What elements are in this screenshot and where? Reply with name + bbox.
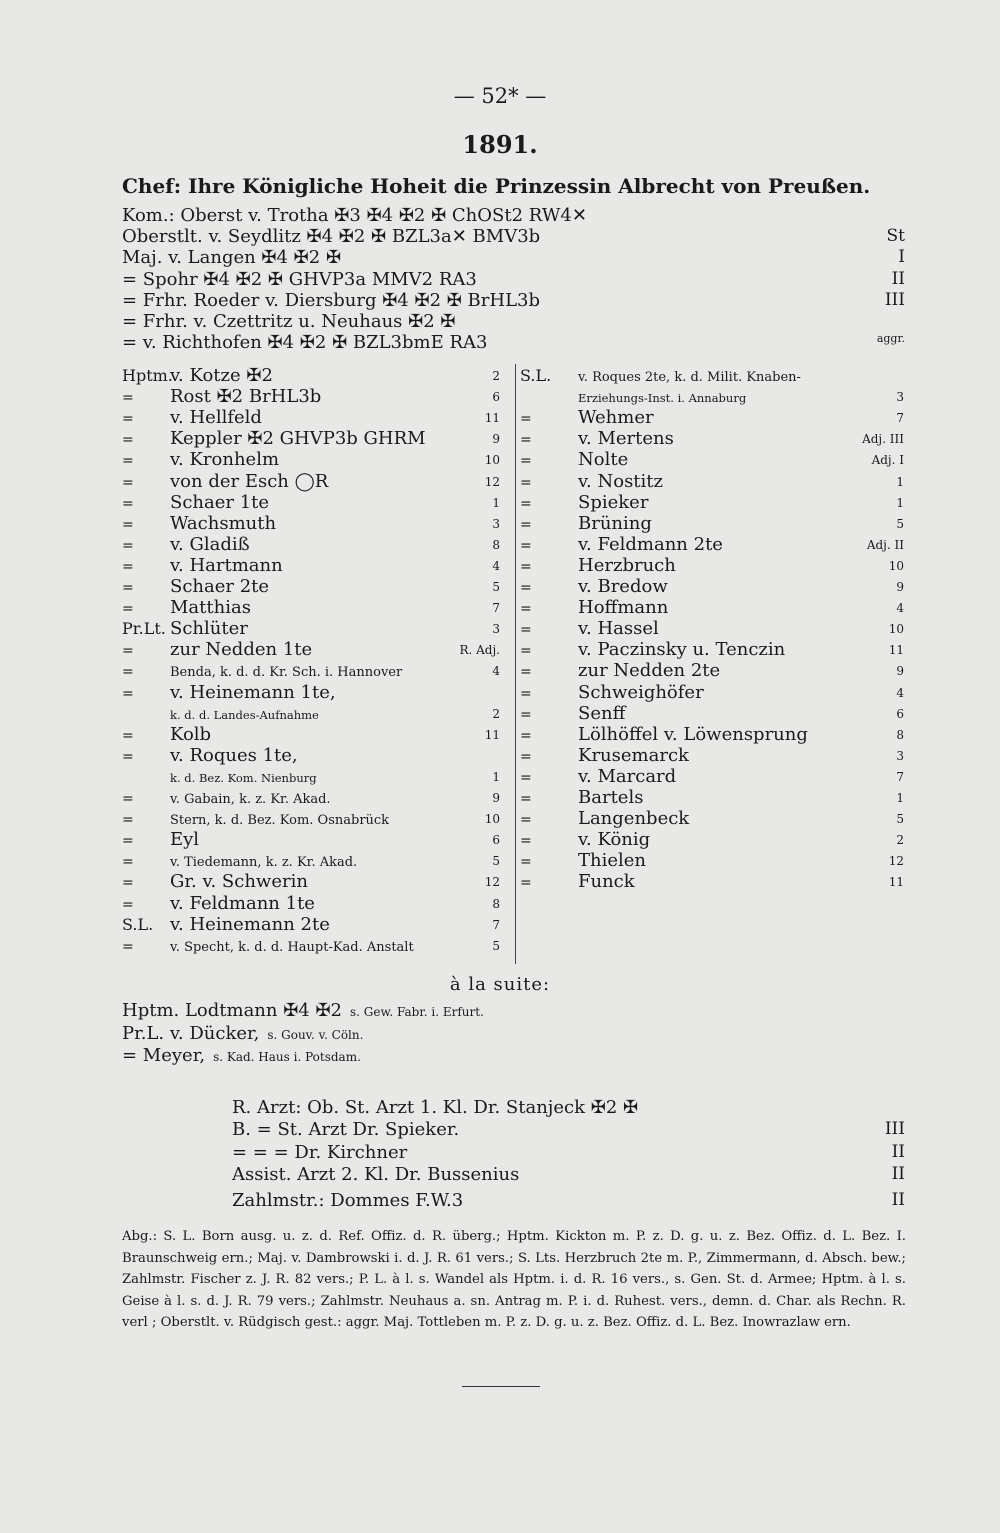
row-number: 12: [484, 875, 500, 890]
medical-row: R. Arzt: Ob. St. Arzt 1. Kl. Dr. Stanjeck ✠2 ✠: [232, 1097, 639, 1118]
row-number: Adj. II: [866, 537, 904, 552]
row-number: 4: [896, 601, 904, 616]
row-prefix: =: [520, 495, 532, 512]
row-prefix: =: [520, 854, 532, 871]
row-prefix: =: [122, 896, 134, 913]
row-prefix: =: [520, 727, 532, 744]
page-number: — 52* —: [453, 84, 547, 108]
row-name: k. d. d. Landes-Aufnahme: [170, 707, 319, 722]
row-name: v. Hassel: [578, 618, 659, 640]
row-prefix: S.L.: [520, 366, 552, 385]
row-number: Adj. I: [871, 453, 904, 468]
list-item: [122, 871, 308, 892]
row-name: v. König: [578, 829, 651, 851]
row-prefix: =: [122, 537, 134, 554]
row-name: Stern, k. d. Bez. Kom. Osnabrück: [170, 813, 390, 829]
row-name: v. Feldmann 2te: [578, 533, 723, 555]
row-prefix: =: [520, 474, 532, 491]
list-item: [122, 449, 279, 470]
row-name: Schaer 1te: [170, 491, 270, 513]
staff-row: Kom.: Oberst v. Trotha ✠3 ✠4 ✠2 ✠ ChOSt2 RW4✕: [122, 205, 587, 226]
row-prefix: =: [520, 622, 532, 639]
list-item: [122, 914, 330, 935]
row-prefix: =: [122, 558, 134, 575]
list-item: [520, 703, 625, 724]
list-item: [122, 597, 251, 618]
list-item: [520, 471, 663, 492]
row-prefix: =: [520, 580, 532, 596]
list-item: [520, 682, 704, 703]
list-item: [122, 555, 283, 576]
row-prefix: =: [122, 791, 134, 807]
row-name: v. Paczinsky u. Tenczin: [578, 639, 786, 661]
suite-name: Hptm. Lodtmann ✠4 ✠2: [122, 1000, 343, 1021]
suite-detail: s. Gew. Fabr. i. Erfurt.: [350, 1005, 484, 1019]
row-number: Adj. III: [862, 432, 904, 447]
row-number: 5: [492, 938, 500, 953]
medical-row: = = = Dr. Kirchner: [232, 1141, 408, 1163]
row-name: v. Hartmann: [170, 554, 283, 576]
row-name: Thielen: [578, 850, 647, 872]
medical-row: Assist. Arzt 2. Kl. Dr. Bussenius: [232, 1164, 520, 1186]
medical-rank: II: [891, 1190, 905, 1210]
row-number: 11: [888, 875, 904, 890]
list-item: [122, 935, 414, 956]
list-item: [122, 766, 317, 787]
row-name: zur Nedden 2te: [578, 660, 721, 682]
list-item: [520, 449, 628, 470]
list-item: [520, 639, 785, 660]
row-number: 2: [896, 833, 904, 848]
row-number: 6: [492, 390, 500, 405]
list-item: [122, 534, 250, 555]
suite-name: Pr.L. v. Dücker,: [122, 1022, 260, 1044]
column-divider: [515, 364, 516, 964]
row-name: v. Feldmann 1te: [170, 892, 315, 914]
row-number: 8: [492, 896, 500, 911]
list-item: [520, 513, 652, 534]
row-name: Herzbruch: [578, 554, 676, 576]
row-number: 5: [492, 854, 500, 869]
row-number: 1: [896, 474, 904, 489]
row-prefix: S.L.: [122, 914, 154, 934]
row-number: 1: [492, 769, 500, 784]
list-item: [520, 808, 689, 829]
row-prefix: =: [520, 453, 532, 470]
row-prefix: =: [122, 664, 134, 681]
row-name: v. Roques 1te,: [170, 744, 298, 766]
row-number: 3: [896, 390, 904, 405]
list-item: [122, 703, 319, 724]
row-number: 1: [896, 495, 904, 510]
list-item: [122, 808, 389, 829]
row-prefix: =: [520, 411, 532, 428]
row-number: 7: [896, 769, 904, 784]
row-name: v. Nostitz: [578, 470, 664, 492]
list-item: [520, 597, 668, 618]
row-prefix: =: [520, 537, 532, 554]
row-prefix: Hptm.: [122, 366, 173, 385]
end-rule: [462, 1386, 540, 1387]
list-item: [122, 365, 273, 386]
row-prefix: Pr.Lt.: [122, 619, 166, 639]
row-name: Hoffmann: [578, 597, 669, 619]
row-number: 10: [888, 622, 904, 637]
row-prefix: =: [122, 812, 134, 829]
medical-rank: III: [884, 1119, 905, 1140]
list-item: [520, 407, 654, 428]
row-prefix: =: [520, 875, 532, 892]
row-prefix: =: [122, 390, 134, 407]
row-number: 12: [484, 474, 500, 489]
row-name: Schweighöfer: [578, 681, 704, 703]
row-number: 4: [492, 558, 500, 573]
list-item: [122, 829, 199, 850]
row-number: 9: [896, 580, 904, 594]
list-item: [520, 618, 659, 639]
row-number: 3: [492, 622, 500, 637]
row-name: Schaer 2te: [170, 576, 270, 597]
row-name: Wachsmuth: [170, 512, 277, 534]
list-item: [520, 871, 635, 892]
list-item: [122, 386, 321, 407]
row-prefix: =: [122, 411, 134, 428]
row-prefix: =: [122, 727, 134, 744]
row-name: v. Roques 2te, k. d. Milit. Knaben-: [578, 370, 801, 385]
row-number: 2: [492, 706, 500, 721]
list-item: [122, 639, 312, 660]
staff-row: = Frhr. v. Czettritz u. Neuhaus ✠2 ✠: [122, 311, 456, 332]
row-name: v. Gladiß: [170, 533, 250, 555]
list-item: [122, 893, 315, 914]
list-item: [520, 492, 648, 513]
row-name: v. Specht, k. d. d. Haupt-Kad. Anstalt: [170, 939, 414, 955]
row-number: 7: [896, 411, 904, 426]
row-name: Krusemarck: [578, 744, 689, 766]
staff-rank: III: [884, 289, 905, 310]
list-item: [122, 513, 276, 534]
row-name: Bartels: [578, 787, 644, 808]
row-number: 11: [484, 727, 500, 742]
list-item: [520, 534, 723, 555]
row-prefix: =: [122, 580, 134, 596]
list-item: [520, 724, 808, 745]
suite-detail: s. Gouv. v. Cöln.: [267, 1027, 364, 1042]
row-number: 6: [896, 706, 904, 721]
list-item: [122, 576, 269, 597]
row-prefix: =: [122, 432, 134, 449]
row-name: Spieker: [578, 491, 649, 513]
staff-row: = Spohr ✠4 ✠2 ✠ GHVP3a MMV2 RA3: [122, 268, 477, 290]
chef-line: Chef: Ihre Königliche Hoheit die Prinzessin Albrecht von Preußen.: [122, 174, 871, 198]
row-name: Erziehungs-Inst. i. Annaburg: [578, 391, 747, 406]
row-name: v. Tiedemann, k. z. Kr. Akad.: [170, 855, 358, 871]
staff-rank: St: [886, 226, 905, 247]
row-prefix: =: [122, 938, 134, 955]
list-item: [122, 682, 336, 703]
medical-rank: II: [891, 1141, 905, 1162]
row-number: 5: [896, 516, 904, 531]
row-number: 3: [492, 516, 500, 531]
row-name: Lölhöffel v. Löwensprung: [578, 723, 808, 745]
row-name: Langenbeck: [578, 808, 690, 830]
staff-row: Maj. v. Langen ✠4 ✠2 ✠: [122, 247, 342, 269]
row-prefix: =: [122, 875, 134, 892]
row-name: v. Kronhelm: [170, 449, 280, 471]
row-name: v. Heinemann 2te: [170, 913, 330, 935]
staff-rank: aggr.: [876, 332, 905, 346]
row-number: 8: [896, 727, 904, 742]
row-number: 12: [888, 854, 904, 869]
row-name: v. Bredow: [578, 576, 668, 597]
list-item: [520, 850, 646, 871]
row-name: Gr. v. Schwerin: [170, 871, 308, 893]
list-item: [122, 850, 357, 871]
row-number: 11: [888, 643, 904, 658]
row-prefix: =: [520, 516, 532, 533]
row-prefix: =: [122, 516, 134, 533]
row-prefix: =: [520, 685, 532, 702]
list-item: [520, 660, 720, 681]
row-name: von der Esch ◯R: [170, 470, 329, 492]
list-item: [520, 829, 650, 850]
row-number: 3: [896, 748, 904, 763]
row-number: 5: [492, 580, 500, 594]
row-name: Funck: [578, 871, 635, 893]
staff-rank: II: [891, 268, 905, 289]
row-number: 7: [492, 917, 500, 932]
row-name: Nolte: [578, 449, 629, 471]
row-name: v. Heinemann 1te,: [170, 681, 336, 703]
row-number: 4: [896, 685, 904, 700]
list-item: [520, 787, 643, 808]
row-prefix: =: [122, 453, 134, 470]
row-number: 5: [896, 812, 904, 827]
row-name: Wehmer: [578, 407, 654, 429]
suite-name: = Meyer,: [122, 1045, 206, 1066]
row-prefix: =: [520, 558, 532, 575]
row-number: 4: [492, 664, 500, 679]
row-name: Keppler ✠2 GHVP3b GHRM: [170, 428, 426, 450]
row-number: 9: [492, 432, 500, 447]
row-prefix: =: [520, 643, 532, 660]
row-name: Brüning: [578, 512, 652, 534]
list-item: [520, 386, 746, 407]
row-name: v. Hellfeld: [170, 407, 262, 429]
list-item: [122, 660, 402, 681]
row-prefix: =: [520, 664, 532, 681]
row-prefix: =: [122, 643, 134, 660]
list-item: [122, 724, 211, 745]
list-item: [122, 428, 426, 449]
row-name: Kolb: [170, 723, 212, 745]
row-number: 2: [492, 369, 500, 383]
row-number: 10: [888, 558, 904, 573]
list-item: [520, 365, 801, 386]
suite-detail: s. Kad. Haus i. Potsdam.: [213, 1050, 361, 1064]
staff-row: = Frhr. Roeder v. Diersburg ✠4 ✠2 ✠ BrHL3b: [122, 289, 540, 311]
list-item: [520, 766, 676, 787]
row-name: Senff: [578, 702, 626, 724]
staff-row: = v. Richthofen ✠4 ✠2 ✠ BZL3bmE RA3: [122, 332, 488, 354]
row-prefix: =: [122, 748, 134, 765]
list-item: [520, 555, 676, 576]
row-prefix: =: [122, 854, 134, 871]
list-item: [122, 787, 331, 808]
row-number: 9: [492, 791, 500, 805]
list-item: [122, 471, 328, 492]
staff-row: Oberstlt. v. Seydlitz ✠4 ✠2 ✠ BZL3a✕ BMV3b: [122, 226, 541, 248]
row-number: 8: [492, 537, 500, 552]
abgang-paragraph: Abg.: S. L. Born ausg. u. z. d. Ref. Offiz. d. R. überg.; Hptm. Kickton m. P. z. D. g. u. z. Bez. Offiz. d. L. Bez. I. Braunschweig ern.; Maj. v. Dambrowski i. d. J. R. 61 vers.; S. Lts. Herzbruch 2te m. P., Zimmermann, d. Absch. bew.; Zahlmstr. Fischer z. J. R. 82 vers.; P. L. à l. s. Wandel als Hptm. i. d. R. 16 vers., s. Gen. St. d. Armee; Hptm. à l. s. Geise à l. s. d. J. R. 79 vers.; Zahlmstr. Neuhaus a. sn. Antrag m. P. i. d. Ruhest. vers., demn. d. Char. als Rechn. R. verl ; Oberstlt. v. Rüdgisch gest.: aggr. Maj. Tottleben m. P. z. D. g. u. z. Bez. Offiz. d. L. Bez. Inowrazlaw ern.: [122, 1229, 906, 1330]
suite-row: [122, 1023, 363, 1044]
row-name: Benda, k. d. d. Kr. Sch. i. Hannover: [170, 665, 403, 681]
row-name: Eyl: [170, 829, 200, 851]
row-prefix: =: [520, 748, 532, 765]
row-name: v. Gabain, k. z. Kr. Akad.: [170, 792, 331, 807]
list-item: [122, 407, 262, 428]
list-item: [520, 428, 674, 449]
row-number: 10: [484, 453, 500, 468]
row-number: 1: [896, 791, 904, 805]
row-name: v. Mertens: [578, 428, 674, 450]
row-name: zur Nedden 1te: [170, 639, 313, 661]
row-prefix: =: [122, 474, 134, 491]
list-item: [122, 745, 298, 766]
row-prefix: =: [520, 601, 532, 618]
suite-row: [122, 1045, 361, 1066]
row-name: Matthias: [170, 597, 251, 619]
row-prefix: =: [122, 495, 134, 512]
row-name: v. Kotze ✠2: [170, 365, 273, 386]
suite-row: [122, 1000, 484, 1021]
row-name: k. d. Bez. Kom. Nienburg: [170, 770, 317, 785]
row-prefix: =: [122, 685, 134, 702]
list-item: [520, 576, 668, 597]
row-prefix: =: [520, 791, 532, 807]
list-item: [122, 492, 269, 513]
row-name: v. Marcard: [578, 765, 677, 787]
row-prefix: =: [520, 706, 532, 723]
medical-rank: II: [891, 1164, 905, 1185]
row-number: R. Adj.: [459, 643, 500, 658]
year-heading: 1891.: [462, 130, 538, 159]
row-number: 9: [896, 664, 904, 679]
row-number: 11: [484, 411, 500, 426]
row-number: 7: [492, 601, 500, 616]
medical-row: Zahlmstr.: Dommes F.W.3: [232, 1190, 464, 1211]
medical-row: B. = St. Arzt Dr. Spieker.: [232, 1119, 460, 1141]
row-number: 6: [492, 833, 500, 848]
row-prefix: =: [520, 432, 532, 449]
suite-heading: à la suite:: [449, 974, 551, 995]
row-name: Schlüter: [170, 618, 248, 640]
row-number: 1: [492, 495, 500, 510]
row-prefix: =: [122, 833, 134, 850]
row-prefix: =: [520, 769, 532, 786]
row-prefix: =: [520, 833, 532, 850]
list-item: [520, 745, 689, 766]
row-prefix: =: [520, 812, 532, 829]
row-name: Rost ✠2 BrHL3b: [170, 386, 322, 408]
row-prefix: =: [122, 601, 134, 618]
list-item: [122, 618, 248, 639]
staff-rank: I: [898, 247, 905, 268]
row-number: 10: [484, 812, 500, 827]
